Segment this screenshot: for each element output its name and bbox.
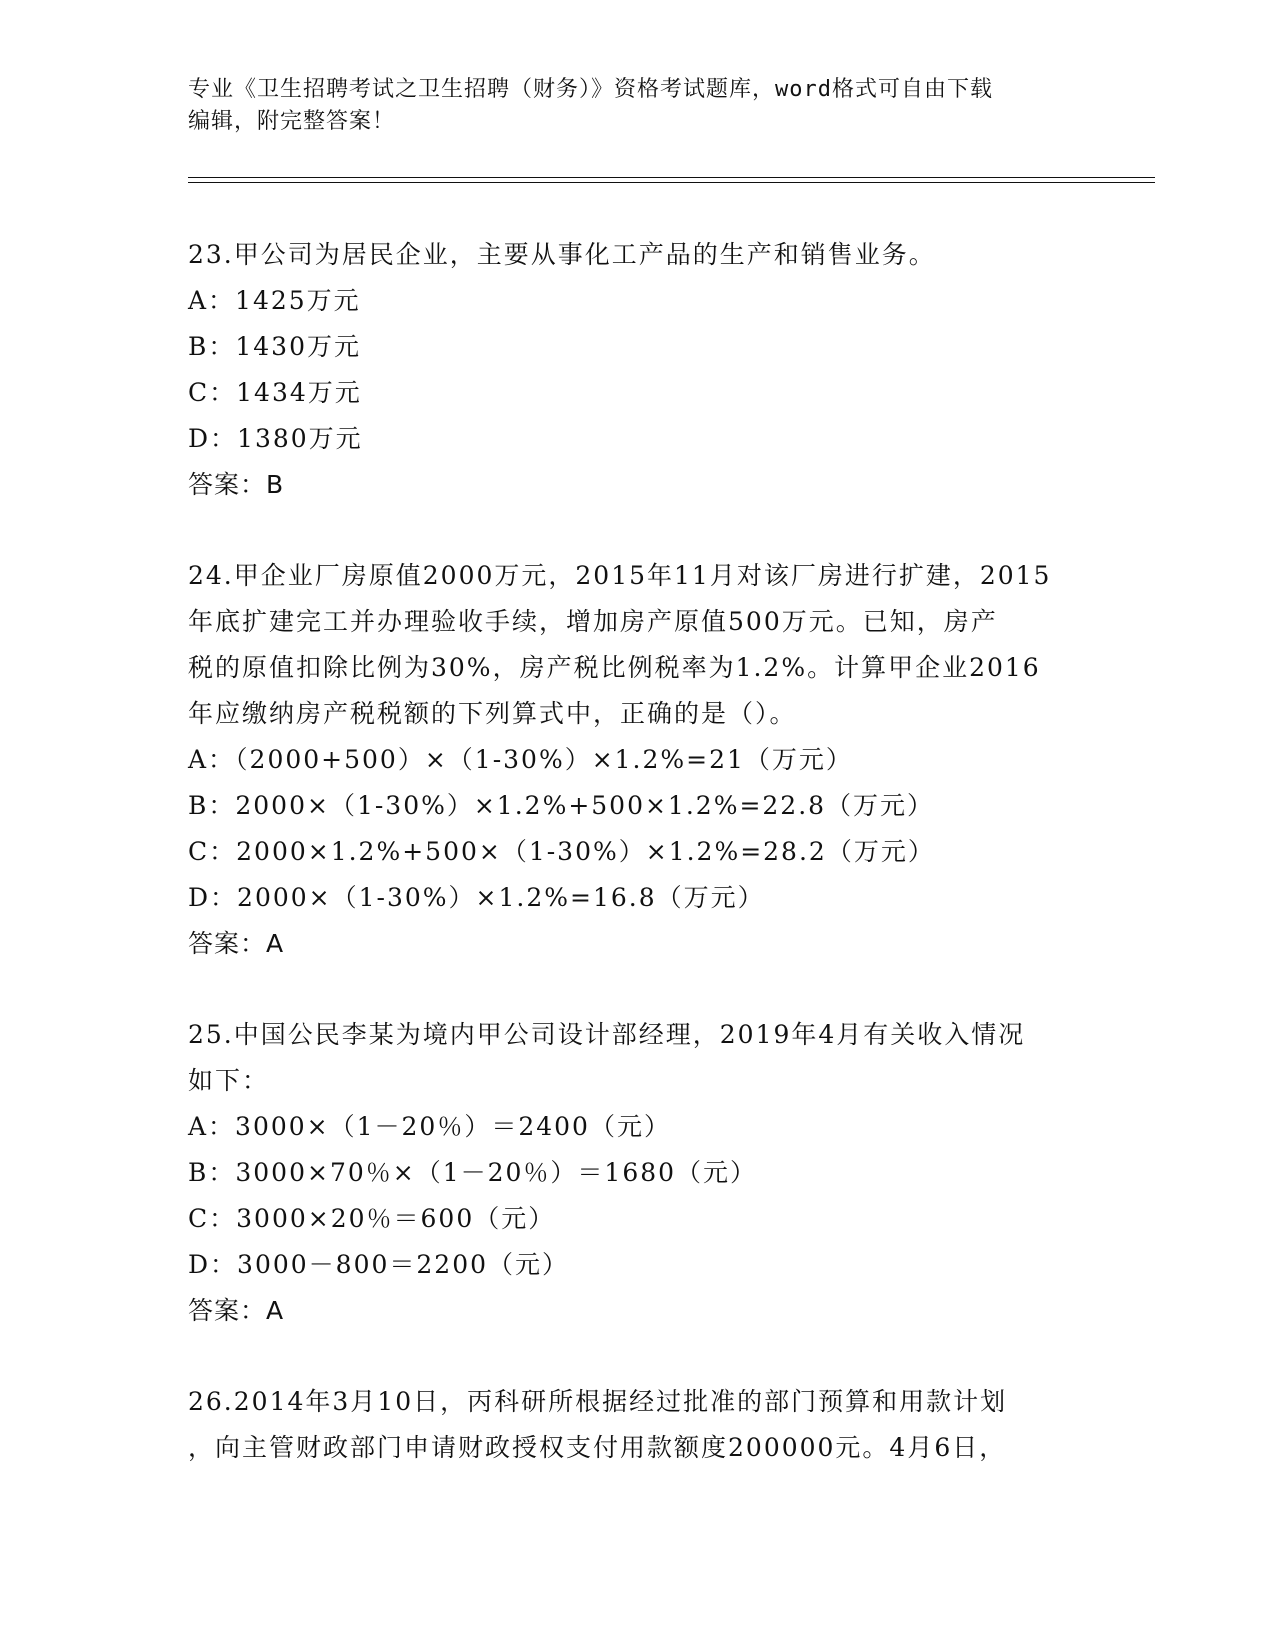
question-23 — [188, 232, 1088, 508]
header-divider-bottom — [188, 182, 1155, 183]
header-line-1: 专业《卫生招聘考试之卫生招聘（财务）》资格考试题库，word格式可自由下载 — [188, 77, 993, 102]
option-b: B：1430万元 — [188, 332, 361, 361]
question-text — [188, 553, 1088, 737]
question-text-line: 25.中国公民李某为境内甲公司设计部经理，2019年4月有关收入情况 — [188, 1020, 1026, 1049]
question-text-line: 26.2014年3月10日，丙科研所根据经过批准的部门预算和用款计划 — [188, 1387, 1008, 1416]
question-text-line: 年应缴纳房产税税额的下列算式中，正确的是（）。 — [188, 699, 797, 728]
question-24 — [188, 553, 1088, 967]
question-text — [188, 1379, 1088, 1471]
option-d: D：2000×（1-30%）×1.2%=16.8（万元） — [188, 883, 765, 912]
question-text-line: 年底扩建完工并办理验收手续，增加房产原值500万元。已知，房产 — [188, 607, 998, 636]
document-header — [188, 74, 1068, 138]
option-a: A：（2000+500）×（1-30%）×1.2%=21（万元） — [188, 745, 853, 774]
option-b: B：3000×70％×（1－20％）＝1680（元） — [188, 1158, 758, 1187]
question-text-line: 如下： — [188, 1066, 270, 1095]
question-text-line: 23.甲公司为居民企业，主要从事化工产品的生产和销售业务。 — [188, 240, 936, 269]
option-c: C：1434万元 — [188, 378, 362, 407]
option-d: D：3000－800＝2200（元） — [188, 1250, 570, 1279]
answer-line: 答案：A — [188, 929, 285, 958]
option-a: A：1425万元 — [188, 286, 361, 315]
answer-line: 答案：B — [188, 470, 285, 499]
question-text — [188, 1012, 1088, 1104]
header-divider-top — [188, 177, 1155, 178]
option-c: C：2000×1.2%+500×（1-30%）×1.2%=28.2（万元） — [188, 837, 935, 866]
question-text — [188, 232, 1088, 278]
question-25 — [188, 1012, 1088, 1334]
question-26 — [188, 1379, 1088, 1471]
question-text-line: 税的原值扣除比例为30%，房产税比例税率为1.2%。计算甲企业2016 — [188, 653, 1041, 682]
option-b: B：2000×（1-30%）×1.2%+500×1.2%=22.8（万元） — [188, 791, 935, 820]
header-line-2: 编辑，附完整答案！ — [188, 109, 396, 134]
option-d: D：1380万元 — [188, 424, 363, 453]
answer-line: 答案：A — [188, 1296, 285, 1325]
question-text-line: 24.甲企业厂房原值2000万元，2015年11月对该厂房进行扩建，2015 — [188, 561, 1052, 590]
option-a: A：3000×（1－20％）＝2400（元） — [188, 1112, 671, 1141]
question-list — [188, 232, 1088, 1516]
option-c: C：3000×20％＝600（元） — [188, 1204, 556, 1233]
question-text-line: ，向主管财政部门申请财政授权支付用款额度200000元。4月6日， — [188, 1433, 1007, 1462]
